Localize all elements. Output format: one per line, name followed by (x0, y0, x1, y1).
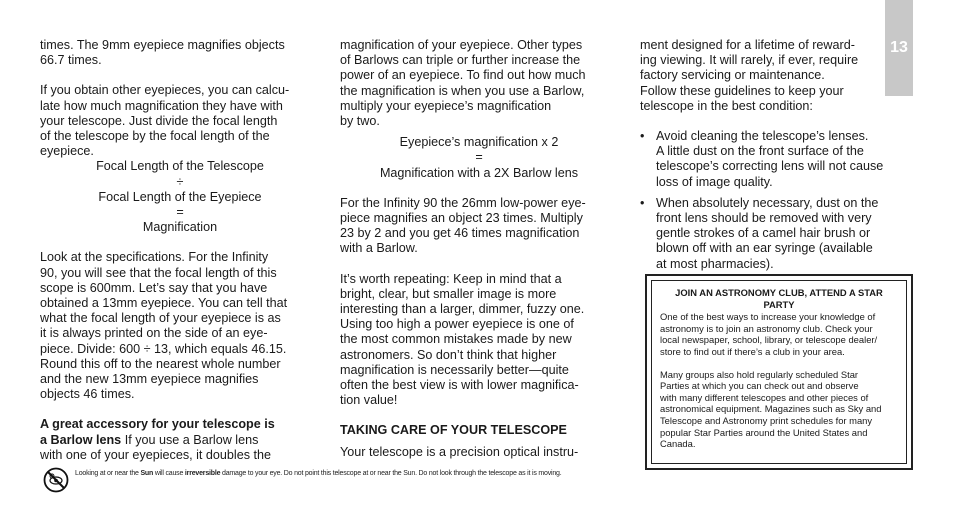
col2-paragraph-3: It’s worth repeating: Keep in mind that a bright, clear, but smaller image is more interesting than a larger, dimmer, fuzzy one. Using too high a power eyepiece is one of the most common mistakes made by new astronomers. So don’t think that higher magnification is necessarily better—quite often the best view is with lower magnifica- tion value! (340, 271, 585, 408)
col1-paragraph-3: Look at the specifications. For the Infinity 90, you will see that the focal length of this scope is 600mm. Let’s say that you have obtained a 13mm eyepiece. You can tell that what the focal length of your eyepiece is as it is always printed on the side of an eye- piece. Divide: 600 ÷ 13, which equals 46.15. Round this off to the nearest whole number and the new 13mm eyepiece magnifies objects 46 times. (40, 250, 288, 402)
magnification-formula: Focal Length of the Telescope ÷ Focal Length of the Eyepiece = Magnification (96, 159, 264, 235)
col3-paragraph-1: ment designed for a lifetime of reward- ing viewing. It will rarely, if ever, require factory servicing or maintenance. Follow these guidelines to keep your telescope in the best condition: (640, 38, 859, 113)
page-number: 13 (890, 39, 908, 56)
col2-paragraph-1: magnification of your eyepiece. Other types of Barlows can triple or further increase the power of an eyepiece. To find out how much the magnification is when you use a Barlow, multiply your eyepiece’s magnification by two. (340, 38, 586, 129)
care-guidelines-list (640, 129, 912, 272)
col2-paragraph-4: Your telescope is a precision optical instru- (340, 444, 579, 459)
astronomy-club-box-inner (651, 280, 907, 464)
column-2 (340, 38, 618, 460)
col2-paragraph-2: For the Infinity 90 the 26mm low-power eye- piece magnifies an object 23 times. Multiply 23 by 2 and you get 46 times magnification with a Barlow. (340, 195, 586, 256)
sun-warning-footer: Looking at or near the Sun will cause irreversible damage to your eye. Do not point this telescope at or near the Sun. Do not look through the telescope as it is moving. (75, 470, 562, 477)
box-paragraph-2: Many groups also hold regularly scheduled Star Parties at which you can check out and observe with many different telescopes and other pieces of astronomical equipment. Magazines such as Sky and Telescope and Astronomy print schedules for many popular Star Parties around the United States and Canada. (660, 368, 882, 450)
astronomy-club-box (645, 274, 913, 470)
box-paragraph-1: One of the best ways to increase your knowledge of astronomy is to join an astronomy club. Check your local newspaper, school, library, or telescope dealer/ store to find out if there’s a club in your area. (660, 311, 878, 357)
list-item: • When absolutely necessary, dust on the front lens should be removed with very gentle strokes of a camel hair brush or blown off with an ear syringe (available at most pharmacies). (640, 195, 879, 271)
barlow-paragraph: A great accessory for your telescope is a Barlow lens If you use a Barlow lens with one of your eyepieces, it doubles the (40, 417, 275, 462)
column-3 (640, 38, 912, 278)
box-title: JOIN AN ASTRONOMY CLUB, ATTEND A STAR PARTY (675, 287, 883, 310)
no-sun-warning-icon (43, 467, 69, 493)
bullet-icon: • (640, 129, 645, 144)
barlow-formula: Eyepiece’s magnification x 2 = Magnification with a 2X Barlow lens (379, 135, 579, 180)
list-item: • Avoid cleaning the telescope’s lenses. A little dust on the front surface of the telescope’s correcting lens will not cause loss of image quality. (640, 129, 884, 189)
section-heading: TAKING CARE OF YOUR TELESCOPE (340, 423, 567, 438)
col1-paragraph-2: If you obtain other eyepieces, you can calcu- late how much magnification they have with your telescope. Just divide the focal length of the telescope by the focal length of the eyepiece. (40, 83, 290, 159)
col1-paragraph-1: times. The 9mm eyepiece magnifies objects 66.7 times. (40, 38, 285, 68)
column-1 (40, 38, 320, 463)
bullet-icon: • (640, 195, 645, 210)
